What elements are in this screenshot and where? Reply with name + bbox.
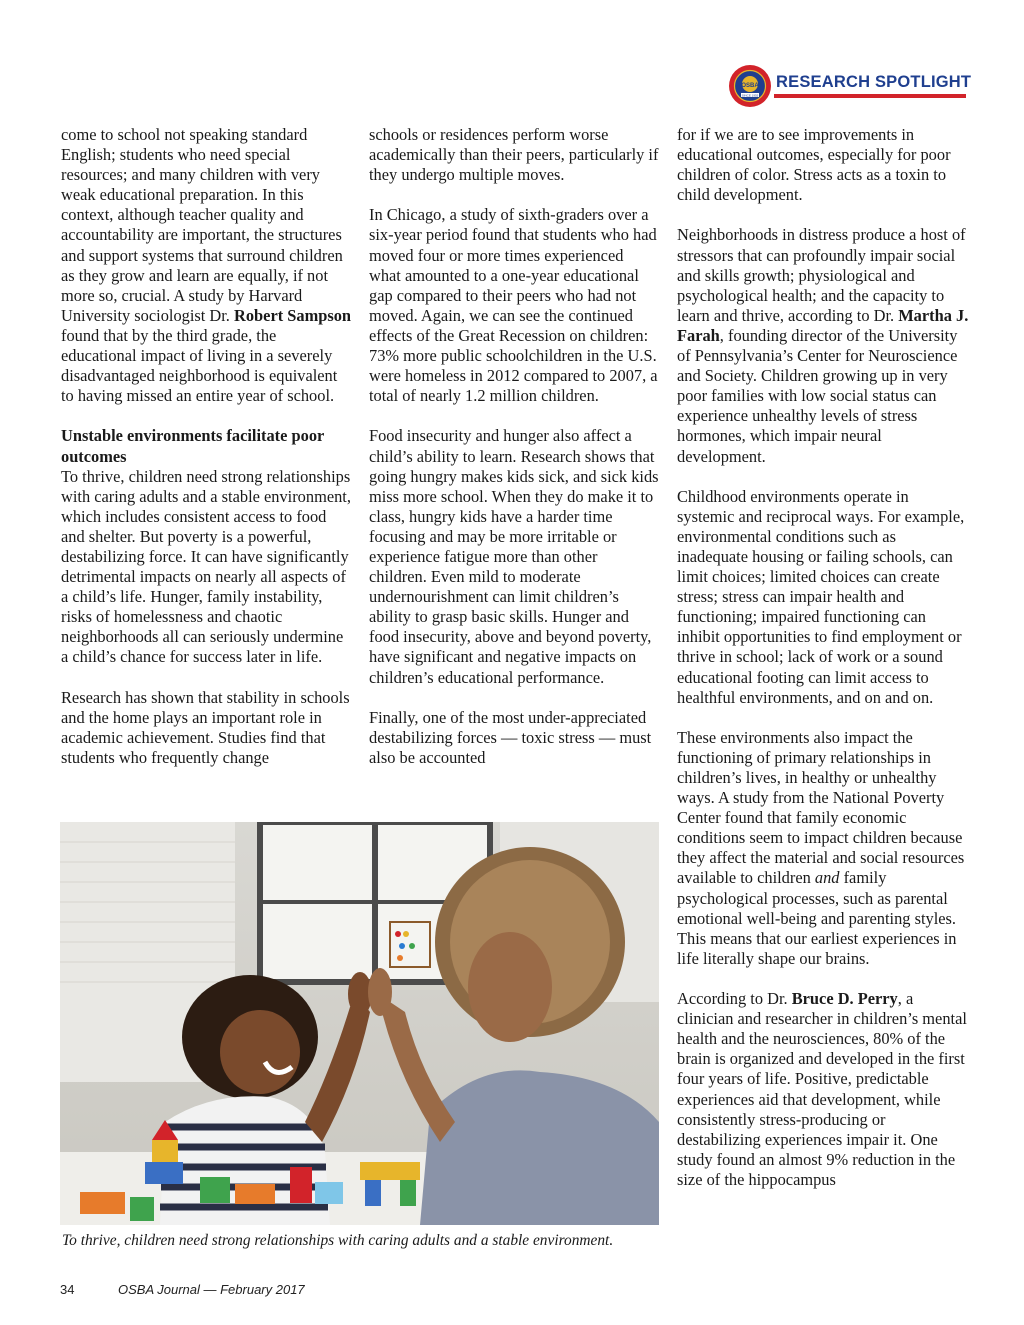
article-column-3 (677, 125, 969, 1190)
paragraph: Finally, one of the most under-appreciated destabilizing forces — toxic stress — must also be accounted (369, 707, 652, 767)
svg-text:OSBA: OSBA (741, 83, 759, 89)
text-run: family psychological processes, such as parental emotional well-being and parenting styles. This means that our earliest experiences in life literally shape our brains. (677, 868, 957, 968)
researcher-name: Robert Sampson (234, 305, 352, 325)
paragraph: Food insecurity and hunger also affect a child’s ability to learn. Research shows that going hungry makes kids sick, and sick kids miss more school. When they do make it to class, hungry kids have a harder time focusing and may be more irritable or experience fatigue more than other children. Even mild to moderate undernourishment can limit children’s ability to grasp basic skills. Hunger and food insecurity, above and beyond poverty, have significant and negative impacts on children’s educational performance. (369, 426, 659, 687)
article-column-2 (369, 125, 659, 768)
section-title: RESEARCH SPOTLIGHT (776, 73, 972, 91)
photo-illustration (60, 822, 659, 1225)
page-number: 34 (60, 1282, 75, 1297)
paragraph (677, 989, 969, 1190)
svg-text:SINCE 1955: SINCE 1955 (741, 93, 759, 98)
emphasis: and (814, 868, 840, 888)
paragraph (677, 225, 969, 466)
text-run: According to Dr. (677, 989, 792, 1009)
text-run: , founding director of the University of Pennsylvania’s Center for Neuroscience and Society. Children growing up in very poor families with low social status can experience unhealthy levels of stress hormones, which impair neural development. (677, 325, 958, 466)
text-run: come to school not speaking standard English; students who need special resources; and many children with very weak educational preparation. In this context, although teacher quality and accountability are important, the structures and support systems that surround children as they grow and learn are equally, if not more so, crucial. A study by Harvard University sociologist Dr. (61, 125, 343, 325)
paragraph: Childhood environments operate in systemic and reciprocal ways. For example, environmental conditions such as inadequate housing or failing schools, can limit choices; limited choices can create stress; stress can impair health and functioning; impaired functioning can inhibit opportunities to find employment or thrive in school; lack of work or a sound educational footing can limit access to healthful environments, and on and on. (677, 486, 965, 707)
paragraph: In Chicago, a study of sixth-graders over a six-year period found that students who had moved four or more times experienced what amounted to a one-year educational gap compared to their peers who had not moved. Again, we can see the continued effects of the Great Recession on children: 73% more public schoolchildren in the U.S. were homeless in 2012 compared to 2007, a total of nearly 1.2 million children. (369, 205, 658, 406)
section-header (728, 64, 972, 108)
text-run: found that by the third grade, the educational impact of living in a severely disadvantaged neighborhood is equivalent to having missed an entire year of school. (61, 325, 338, 406)
text-run: These environments also impact the functioning of primary relationships in children’s lives, in healthy or unhealthy ways. A study from the National Poverty Center found that family economic conditions seem to impact children because they affect the material and social resources available to children (677, 727, 965, 888)
section-subheading: Unstable environments facilitate poor outcomes (61, 426, 324, 466)
text-run: Neighborhoods in distress produce a host of stressors that can profoundly impair social and skills growth; physiological and psychological health; and the capacity to learn and thrive, according to Dr. (677, 225, 966, 325)
paragraph: schools or residences perform worse academically than their peers, particularly if they undergo multiple moves. (369, 125, 659, 185)
paragraph (61, 125, 353, 406)
article-column-1 (61, 125, 353, 768)
page-footer (60, 1282, 305, 1297)
text-run: To thrive, children need strong relationships with caring adults and a stable environment, which includes consistent access to food and shelter. But poverty is a powerful, destabilizing force. It can have significantly detrimental impacts on nearly all aspects of a child’s life. Hunger, family instability, risks of homelessness and chaotic neighborhoods all can seriously undermine a child’s chance for success later in life. (61, 466, 351, 667)
osba-seal-logo (728, 64, 772, 108)
text-run: , a clinician and researcher in children’s mental health and the neurosciences, 80% of the brain is organized and developed in the first four years of life. Positive, predictable experiences aid that development, while consistently stress-producing or destabilizing experiences impair it. One study found an almost 9% reduction in the size of the hippocampus (677, 989, 967, 1189)
paragraph (61, 426, 353, 667)
article-photo (60, 822, 659, 1225)
paragraph: Research has shown that stability in schools and the home plays an important role in academic achievement. Studies find that students who frequently change (61, 687, 350, 767)
section-title-underline (774, 94, 966, 98)
photo-caption: To thrive, children need strong relationships with caring adults and a stable environment. (62, 1232, 614, 1249)
paragraph (677, 728, 969, 969)
researcher-name: Martha J. Farah (677, 305, 969, 345)
paragraph: for if we are to see improvements in educational outcomes, especially for poor children of color. Stress acts as a toxin to child development. (677, 125, 951, 205)
researcher-name: Bruce D. Perry (791, 989, 898, 1009)
journal-issue: OSBA Journal — February 2017 (118, 1282, 305, 1297)
